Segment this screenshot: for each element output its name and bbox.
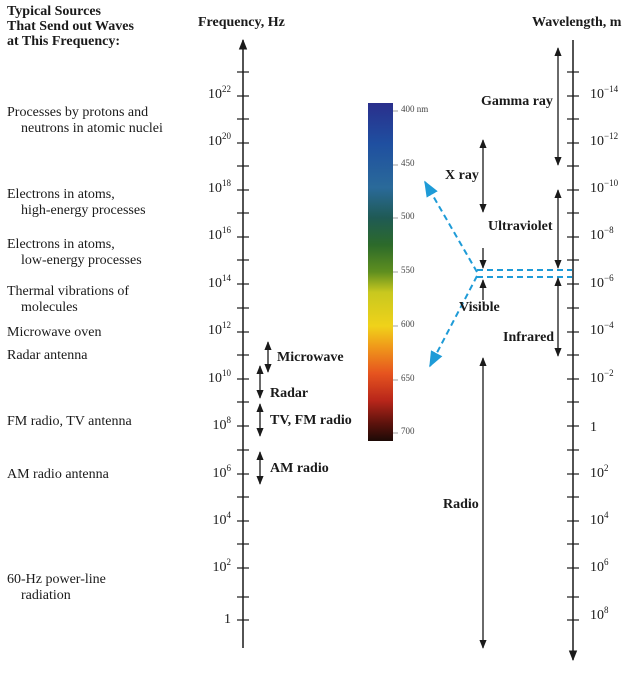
wavelength-tick-label: $10^{-12}$ [590,131,619,149]
wavelength-tick-label: $10^{-14}$ [590,84,619,102]
frequency-tick-label: $10^2$ [212,557,231,575]
sources-header [7,4,134,49]
x-ray-label: X ray [445,168,479,183]
frequency-header: Frequency, Hz [198,15,285,30]
wavelength-header: Wavelength, m [532,15,622,30]
wavelength-tick-label: $10^{-10}$ [590,178,619,196]
wavelength-tick-label: $10^{-8}$ [590,225,614,243]
wavelength-tick-label: $10^6$ [590,557,609,575]
sources-header-line: That Send out Waves [7,19,134,34]
wavelength-tick-label: $10^{-4}$ [590,320,614,338]
frequency-tick-label: $10^{12}$ [208,320,231,338]
spectrum-nm-label: 600 [401,319,415,329]
spectrum-nm-label: 500 [401,211,415,221]
microwave-label: Microwave [277,350,344,365]
spectrum-nm-label: 400 nm [401,104,429,114]
wavelength-tick-label: $10^2$ [590,463,609,481]
source-label: 60-Hz power-line radiation [7,572,106,603]
wavelength-tick-label: $10^{-2}$ [590,368,614,386]
source-label: Microwave oven [7,325,102,340]
frequency-tick-label: $10^8$ [212,415,231,433]
frequency-tick-label: $10^{10}$ [208,368,231,386]
wavelength-tick-label: $10^8$ [590,605,609,623]
frequency-tick-label: 1 [224,612,231,627]
sources-header-line: at This Frequency: [7,34,121,49]
radio-label: Radio [443,497,479,512]
tv-fm-label: TV, FM radio [270,413,352,428]
frequency-tick-label: $10^{18}$ [208,178,231,196]
source-label: Electrons in atoms, high-energy processes [7,187,146,218]
visible-label: Visible [459,300,500,315]
frequency-tick-label: $10^{16}$ [208,225,231,243]
wavelength-tick-label: 1 [590,420,597,435]
infrared-label: Infrared [503,330,555,345]
spectrum-nm-label: 650 [401,373,415,383]
source-label: Processes by protons and neutrons in atomic nuclei [7,105,163,136]
source-label: FM radio, TV antenna [7,414,132,429]
spectrum-tick-marks [393,111,398,433]
visible-spectrum-bar [368,103,393,441]
source-label: Radar antenna [7,348,88,363]
ultraviolet-label: Ultraviolet [488,219,553,234]
gamma-ray-label: Gamma ray [481,94,553,109]
frequency-tick-label: $10^{14}$ [208,273,231,291]
am-radio-label: AM radio [270,461,329,476]
spectrum-nm-label: 450 [401,158,415,168]
source-label: Thermal vibrations of molecules [7,284,130,315]
sources-header-line: Typical Sources [7,4,101,19]
frequency-tick-label: $10^{20}$ [208,131,231,149]
frequency-tick-label: $10^6$ [212,463,231,481]
wavelength-tick-label: $10^{-6}$ [590,273,614,291]
spectrum-nm-label: 550 [401,265,415,275]
spectrum-nm-label: 700 [401,426,415,436]
frequency-tick-label: $10^{22}$ [208,84,231,102]
frequency-tick-label: $10^4$ [212,510,231,528]
radar-label: Radar [270,386,309,401]
wavelength-tick-label: $10^4$ [590,510,609,528]
source-label: Electrons in atoms, low-energy processes [7,237,142,268]
source-label: AM radio antenna [7,467,109,482]
